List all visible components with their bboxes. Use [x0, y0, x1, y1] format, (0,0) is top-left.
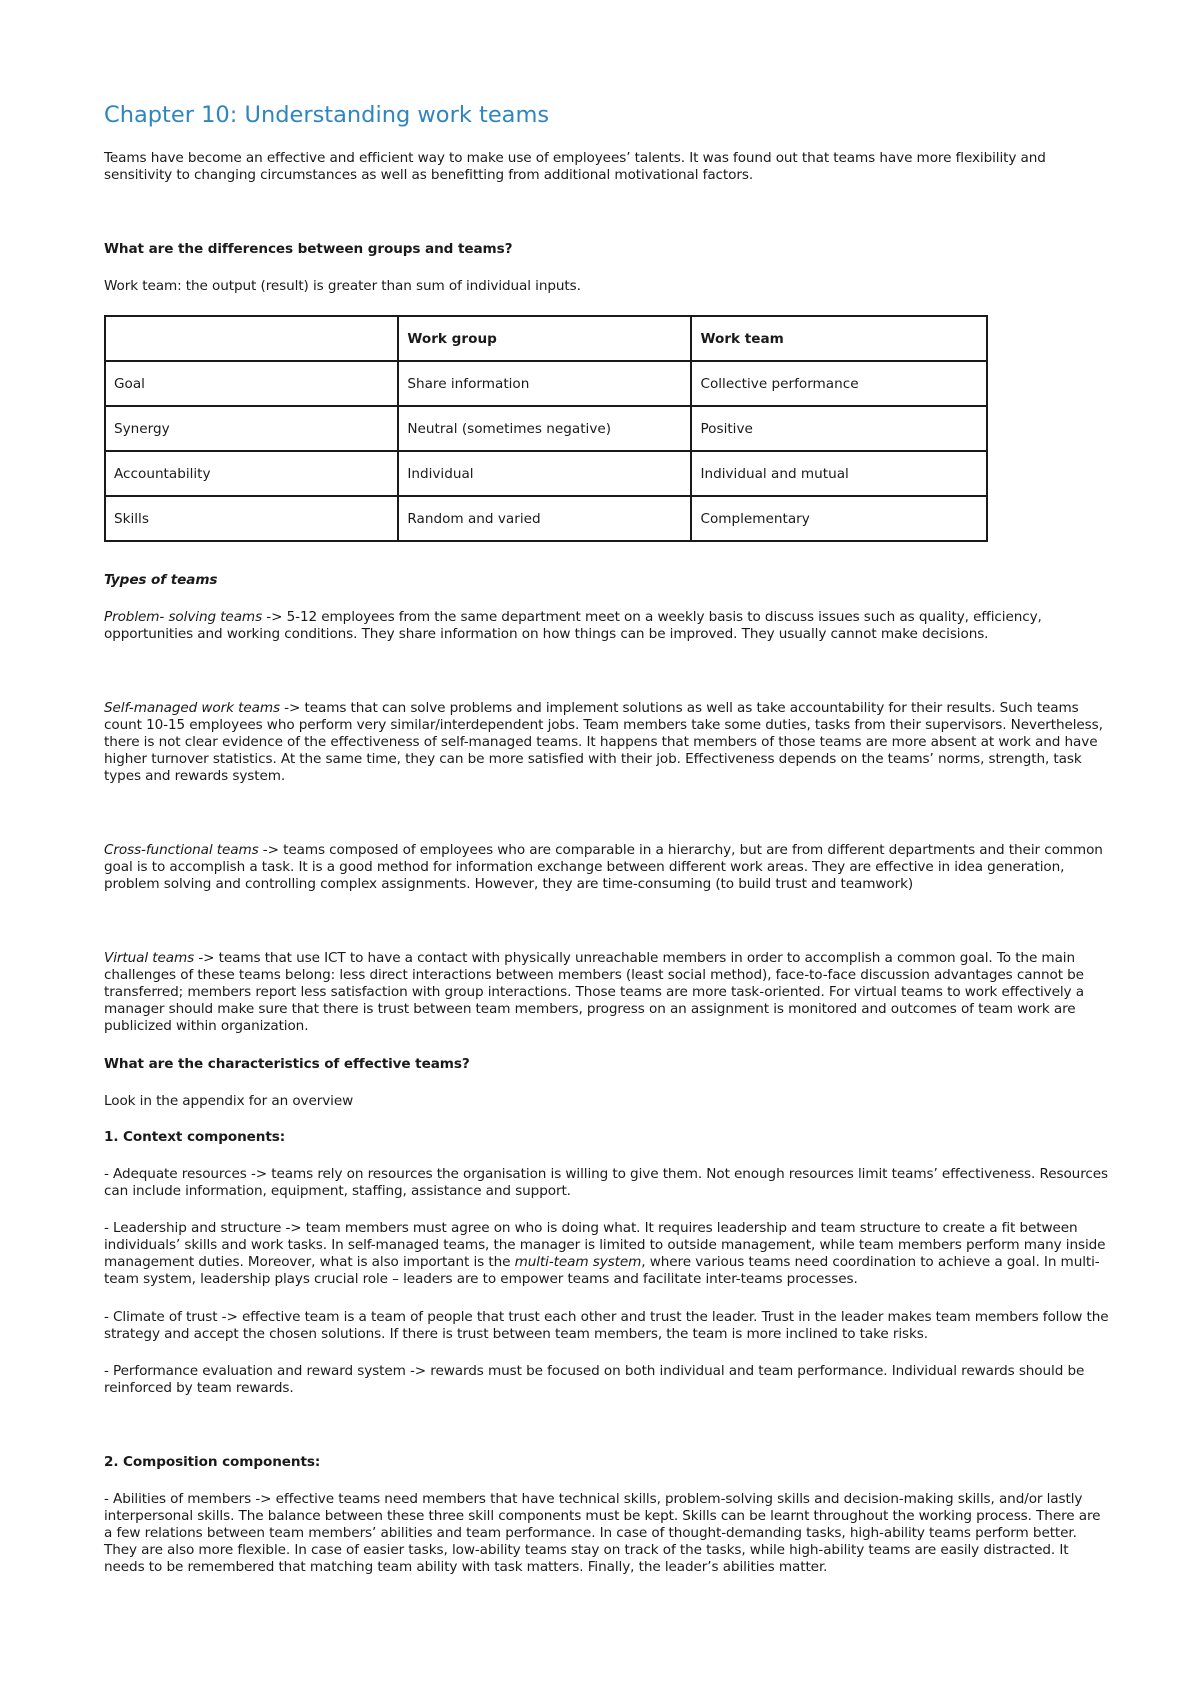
table-cell: Synergy	[105, 406, 398, 451]
leadership-text-before: - Leadership and structure -> team members must agree on who is doing what. It requires leadership and team structure to create a fit between individuals’ skills and work tasks. In self-managed teams, the manager is limited to outside management, while team members perform many inside management duties. Moreover, what is also important is the	[104, 1220, 1106, 1270]
intro-paragraph: Teams have become an effective and efficient way to make use of employees’ talents. It was found out that teams have more flexibility and sensitivity to changing circumstances as well as benefitting from additional motivational factors.	[104, 150, 1046, 183]
adequate-resources-paragraph: - Adequate resources -> teams rely on resources the organisation is willing to give them. Not enough resources limit teams’ effectiveness. Resources can include information, equipment, staffing, assistance and support.	[104, 1166, 1109, 1199]
self-managed-term: Self-managed work teams	[104, 700, 280, 716]
table-cell: Neutral (sometimes negative)	[398, 406, 691, 451]
types-of-teams-heading: Types of teams	[104, 572, 218, 588]
table-header-cell: Work group	[398, 316, 691, 361]
cross-functional-term: Cross-functional teams	[104, 842, 259, 858]
self-managed-text: -> teams that can solve problems and implement solutions as well as take accountability for their results. Such teams count 10-15 employees who perform very similar/interdependent jobs. Team members take some duties, tasks from their supervisors. Nevertheless, there is not clear evidence of the effectiveness of self-managed teams. It happens that members of those teams are more absent at work and have higher turnover statistics. At the same time, they can be more satisfied with their job. Effectiveness depends on the teams’ norms, strength, task types and rewards system.	[104, 700, 1103, 784]
performance-evaluation-paragraph: - Performance evaluation and reward system -> rewards must be focused on both individual and team performance. Individual rewards should be reinforced by team rewards.	[104, 1363, 1085, 1396]
table-cell: Skills	[105, 496, 398, 541]
table-header-cell: Work team	[691, 316, 987, 361]
multi-team-system-term: multi-team system	[514, 1254, 642, 1270]
composition-components-heading: 2. Composition components:	[104, 1454, 321, 1470]
work-team-definition: Work team: the output (result) is greater than sum of individual inputs.	[104, 278, 581, 294]
comparison-table	[104, 315, 988, 542]
abilities-paragraph: - Abilities of members -> effective teams need members that have technical skills, problem-solving skills and decision-making skills, and/or lastly interpersonal skills. The balance between these three skill components must be kept. Skills can be learnt throughout the working process. There are a few relations between team members’ abilities and team performance. In case of thought-demanding tasks, high-ability teams perform better. They are also more flexible. In case of easier tasks, low-ability teams stay on track of the tasks, while high-ability teams are easily distracted. It needs to be remembered that matching team ability with task matters. Finally, the leader’s abilities matter.	[104, 1491, 1101, 1575]
question-effective-teams: What are the characteristics of effective teams?	[104, 1056, 470, 1072]
table-cell: Goal	[105, 361, 398, 406]
self-managed-paragraph	[104, 700, 1110, 785]
question-groups-vs-teams: What are the differences between groups and teams?	[104, 241, 513, 257]
table-row	[105, 361, 987, 406]
table-cell: Positive	[691, 406, 987, 451]
climate-of-trust-paragraph: - Climate of trust -> effective team is a team of people that trust each other and trust the leader. Trust in the leader makes team members follow the strategy and accept the chosen solutions. If there is trust between team members, the team is more inclined to take risks.	[104, 1309, 1109, 1342]
appendix-note: Look in the appendix for an overview	[104, 1093, 354, 1109]
table-row	[105, 451, 987, 496]
leadership-text-after: , where various teams need coordination to achieve a goal. In multi-team system, leadership plays crucial role – leaders are to empower teams and facilitate inter-teams processes.	[104, 1254, 1100, 1287]
table-cell: Random and varied	[398, 496, 691, 541]
problem-solving-term: Problem- solving teams	[104, 609, 263, 625]
virtual-teams-paragraph	[104, 950, 1110, 1035]
virtual-teams-text: -> teams that use ICT to have a contact with physically unreachable members in order to accomplish a common goal. To the main challenges of these teams belong: less direct interactions between members (least social method), face-to-face discussion advantages cannot be transferred; members report less satisfaction with group interactions. Those teams are more task-oriented. For virtual teams to work effectively a manager should make sure that there is trust between team members, progress on an assignment is monitored and outcomes of team work are publicized within organization.	[104, 950, 1084, 1034]
table-header-cell	[105, 316, 398, 361]
table-row	[105, 406, 987, 451]
table-cell: Individual and mutual	[691, 451, 987, 496]
table-cell: Collective performance	[691, 361, 987, 406]
page-title: Chapter 10: Understanding work teams	[104, 102, 550, 128]
table-cell: Accountability	[105, 451, 398, 496]
cross-functional-paragraph	[104, 842, 1110, 893]
leadership-paragraph	[104, 1220, 1110, 1288]
problem-solving-paragraph	[104, 609, 1110, 643]
table-header-row	[105, 316, 987, 361]
cross-functional-text: -> teams composed of employees who are comparable in a hierarchy, but are from different departments and their common goal is to accomplish a task. It is a good method for information exchange between different work areas. They are effective in idea generation, problem solving and controlling complex assignments. However, they are time-consuming (to build trust and teamwork)	[104, 842, 1103, 892]
table-cell: Share information	[398, 361, 691, 406]
problem-solving-text: -> 5-12 employees from the same department meet on a weekly basis to discuss issues such as quality, efficiency, opportunities and working conditions. They share information on how things can be improved. They usually cannot make decisions.	[104, 609, 1042, 642]
virtual-teams-term: Virtual teams	[104, 950, 195, 966]
context-components-heading: 1. Context components:	[104, 1129, 286, 1145]
table-cell: Complementary	[691, 496, 987, 541]
table-cell: Individual	[398, 451, 691, 496]
table-row	[105, 496, 987, 541]
